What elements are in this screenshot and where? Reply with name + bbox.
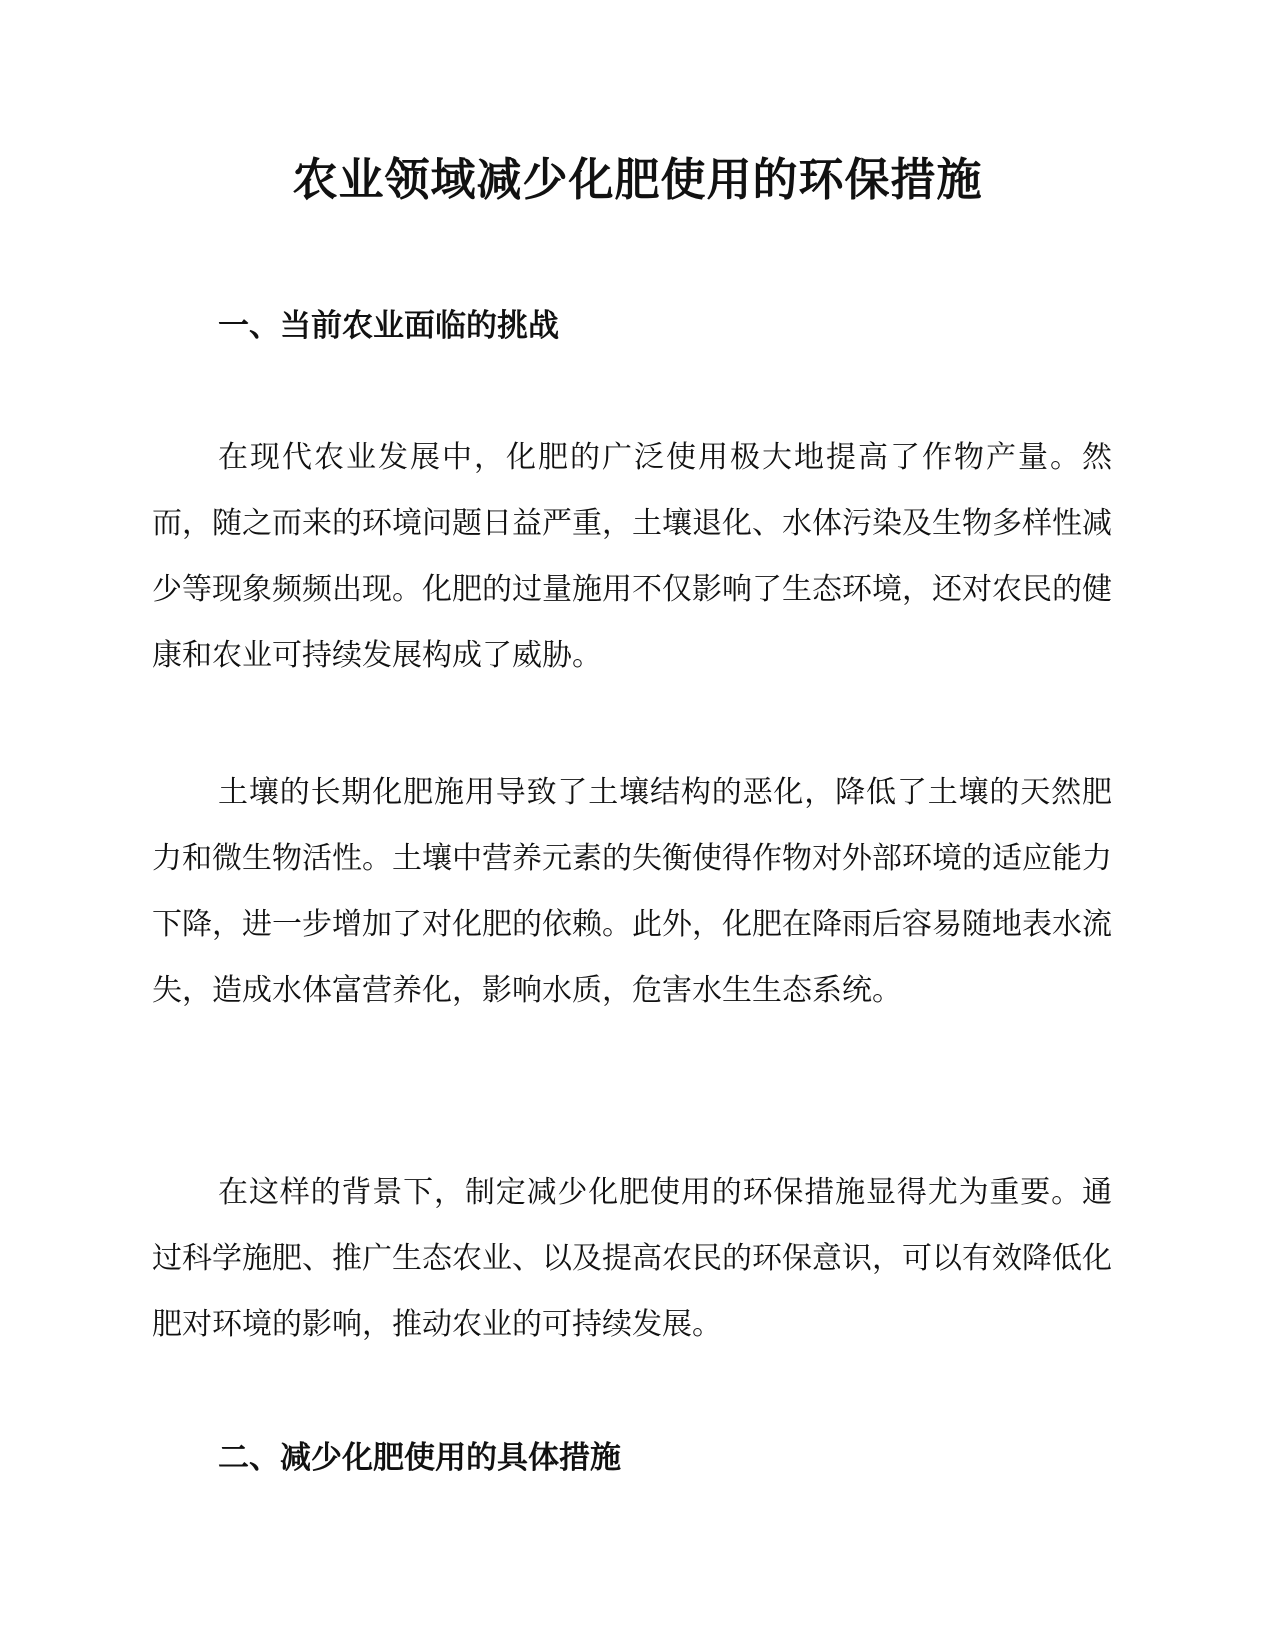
paragraph-2: 土壤的长期化肥施用导致了土壤结构的恶化，降低了土壤的天然肥力和微生物活性。土壤中营养元素的失衡使得作物对外部环境的适应能力下降，进一步增加了对化肥的依赖。此外，化肥在降雨后容易随地表水流失，造成水体富营养化，影响水质，危害水生生态系统。 [152,775,1112,1008]
document-title: 农业领域减少化肥使用的环保措施 [292,153,983,206]
section-heading-challenges: 一、当前农业面临的挑战 [218,308,559,344]
section-heading-measures: 二、减少化肥使用的具体措施 [218,1440,621,1476]
paragraph-3: 在这样的背景下，制定减少化肥使用的环保措施显得尤为重要。通过科学施肥、推广生态农业、以及提高农民的环保意识，可以有效降低化肥对环境的影响，推动农业的可持续发展。 [152,1175,1112,1342]
paragraph-1: 在现代农业发展中，化肥的广泛使用极大地提高了作物产量。然而，随之而来的环境问题日益严重，土壤退化、水体污染及生物多样性减少等现象频频出现。化肥的过量施用不仅影响了生态环境，还对农民的健康和农业可持续发展构成了威胁。 [152,440,1112,673]
